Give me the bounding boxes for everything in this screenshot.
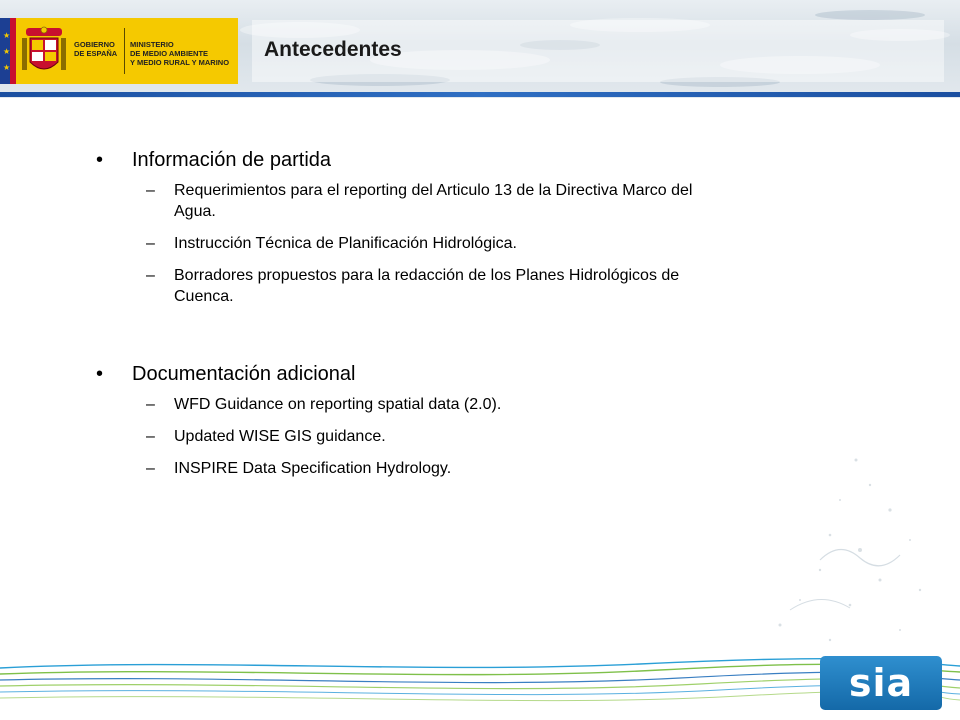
gov-line: DE ESPAÑA [74,49,118,58]
sia-logo [820,656,942,710]
ministry-line: DE MEDIO AMBIENTE [130,49,209,58]
page-title: Antecedentes [264,38,402,61]
dash-icon: – [146,267,155,284]
dash-icon: – [146,396,155,413]
sub-list [146,180,736,307]
section-heading: Información de partida [132,149,332,171]
list-item [146,265,736,307]
list-item-text: Instrucción Técnica de Planificación Hidrológica. [174,235,517,252]
dash-icon: – [146,460,155,477]
sub-list [146,394,736,479]
dash-icon: – [146,428,155,445]
section-documentacion [96,362,736,490]
list-item-text: Borradores propuestos para la redacción de los Planes Hidrológicos de Cuenca. [174,267,680,305]
list-item-text: WFD Guidance on reporting spatial data (2.0). [174,396,502,413]
bullet-icon: • [96,363,104,385]
list-item [146,233,736,254]
list-item-text: Requerimientos para el reporting del Articulo 13 de la Directiva Marco del Agua. [174,182,693,220]
list-item [146,458,736,479]
bullet-heading [96,362,736,386]
ministry-line: MINISTERIO [130,40,174,49]
sia-logo-text: sia [848,661,914,705]
dash-icon: – [146,182,155,199]
ministry-line: Y MEDIO RURAL Y MARINO [130,58,230,67]
water-splash-decoration [760,440,960,660]
footer-wave-lines [0,640,960,720]
section-informacion [96,148,736,318]
list-item-text: INSPIRE Data Specification Hydrology. [174,460,452,477]
gov-line: GOBIERNO [74,40,115,49]
section-heading: Documentación adicional [132,363,356,385]
list-item [146,426,736,447]
dash-icon: – [146,235,155,252]
bullet-icon: • [96,149,104,171]
star-icon: ★ [3,47,11,56]
star-icon: ★ [3,31,11,40]
star-icon: ★ [3,63,11,72]
list-item-text: Updated WISE GIS guidance. [174,428,386,445]
bullet-heading [96,148,736,172]
list-item [146,394,736,415]
list-item [146,180,736,222]
